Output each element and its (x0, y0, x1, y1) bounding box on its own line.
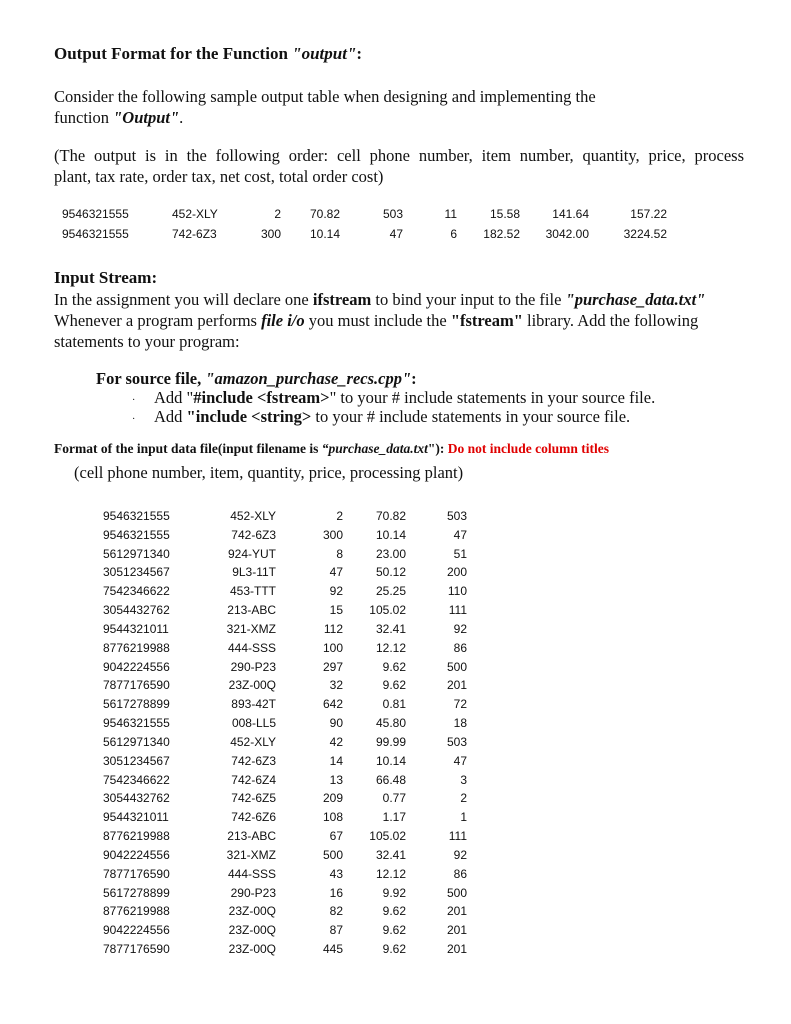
sample-quantity-cell: 300 (260, 227, 281, 241)
quantity-cell: 14 (329, 753, 343, 768)
item-cell: 321-XMZ (226, 847, 276, 862)
data-row (103, 829, 503, 847)
quantity-cell: 15 (329, 603, 343, 618)
cell-phone-cell: 7877176590 (103, 678, 170, 693)
price-cell: 32.41 (375, 621, 406, 636)
cell-phone-cell: 9546321555 (103, 527, 170, 542)
sample-cell-phone-cell: 9546321555 (62, 207, 129, 221)
cell-phone-cell: 3054432762 (103, 791, 170, 806)
cell-phone-cell: 9544321011 (103, 810, 169, 825)
cell-phone-cell: 8776219988 (103, 640, 170, 655)
bullet-1-c: " to your # include statements in your source file. (329, 388, 656, 407)
price-cell: 9.62 (382, 904, 406, 919)
quantity-cell: 32 (329, 678, 343, 693)
item-cell: 742-6Z6 (231, 810, 276, 825)
data-row (103, 848, 503, 866)
processing-plant-cell: 86 (453, 640, 467, 655)
price-cell: 9.62 (382, 678, 406, 693)
quantity-cell: 108 (322, 810, 343, 825)
source-filename: "amazon_purchase_recs.cpp" (205, 369, 412, 388)
input-line-2-c: you must include the (304, 311, 451, 330)
item-cell: 008-LL5 (231, 716, 276, 731)
input-format-label (54, 441, 609, 457)
price-cell: 0.77 (382, 791, 406, 806)
processing-plant-cell: 500 (446, 659, 467, 674)
processing-plant-cell: 92 (453, 847, 467, 862)
cell-phone-cell: 9042224556 (103, 923, 170, 938)
processing-plant-cell: 47 (453, 753, 467, 768)
sample-process-plant-cell: 503 (382, 207, 403, 221)
processing-plant-cell: 110 (447, 584, 467, 599)
processing-plant-cell: 111 (448, 829, 467, 844)
input-line-2-e: library. Add the following (522, 311, 699, 330)
price-cell: 10.14 (375, 753, 406, 768)
price-cell: 99.99 (375, 734, 406, 749)
quantity-cell: 16 (329, 885, 343, 900)
processing-plant-cell: 18 (453, 716, 467, 731)
input-filename: "purchase_data.txt" (565, 290, 706, 309)
sample-output-row (0, 227, 791, 243)
item-cell: 452-XLY (230, 734, 276, 749)
intro-function-name: "Output" (113, 108, 180, 127)
item-cell: 742-6Z5 (231, 791, 276, 806)
processing-plant-cell: 201 (446, 904, 467, 919)
quantity-cell: 67 (329, 829, 343, 844)
item-cell: 452-XLY (230, 509, 276, 523)
data-row (103, 923, 503, 941)
quantity-cell: 90 (329, 716, 343, 731)
data-row (103, 904, 503, 922)
sample-item-number-cell: 742-6Z3 (172, 227, 217, 241)
sample-price-cell: 10.14 (310, 227, 341, 241)
cell-phone-cell: 5612971340 (103, 546, 170, 561)
format-label-a: Format of the input data file(input filename is (54, 441, 322, 456)
sample-total-order-cost-cell: 3224.52 (623, 227, 667, 241)
price-cell: 105.02 (369, 829, 406, 844)
price-cell: 12.12 (375, 866, 406, 881)
intro-line-2-suffix: . (179, 108, 184, 127)
processing-plant-cell: 201 (446, 923, 467, 938)
item-cell: 893-42T (231, 697, 276, 712)
price-cell: 23.00 (375, 546, 406, 561)
cell-phone-cell: 7542346622 (103, 772, 170, 787)
include-fstream: #include <fstream> (193, 388, 330, 407)
data-row (103, 735, 503, 753)
data-row (103, 603, 503, 621)
data-row (103, 773, 503, 791)
quantity-cell: 13 (329, 772, 343, 787)
cell-phone-cell: 7877176590 (103, 942, 170, 957)
quantity-cell: 297 (322, 659, 343, 674)
order-line-1: (The output is in the following order: cell phone number, item number, quantity, price, process (54, 146, 744, 165)
price-cell: 0.81 (382, 697, 406, 712)
file-io-term: file i/o (261, 311, 305, 330)
price-cell: 70.82 (375, 509, 406, 523)
processing-plant-cell: 200 (446, 565, 467, 580)
sample-quantity-cell: 2 (274, 207, 281, 221)
source-file-label (96, 369, 417, 389)
output-format-heading (54, 44, 362, 64)
cell-phone-cell: 3054432762 (103, 603, 170, 618)
data-row (103, 791, 503, 809)
bullet-2-mark: · (132, 414, 136, 425)
bullet-2-c: to your # include statements in your source file. (311, 407, 631, 426)
price-cell: 25.25 (375, 584, 406, 599)
output-intro-paragraph (54, 86, 744, 128)
data-row (103, 716, 503, 734)
sample-price-cell: 70.82 (310, 207, 341, 221)
source-label-a: For source file, (96, 369, 206, 388)
data-row (103, 697, 503, 715)
item-cell: 924-YUT (227, 546, 276, 561)
data-row (103, 547, 503, 565)
cell-phone-cell: 9546321555 (103, 716, 170, 731)
price-cell: 9.92 (382, 885, 406, 900)
cell-phone-cell: 7542346622 (103, 584, 170, 599)
data-row (103, 678, 503, 696)
cell-phone-cell: 5612971340 (103, 734, 170, 749)
input-line-2 (54, 310, 744, 331)
quantity-cell: 47 (329, 565, 343, 580)
sample-net-cost-cell: 141.64 (552, 207, 589, 221)
processing-plant-cell: 201 (446, 678, 467, 693)
input-line-1-a: In the assignment you will declare one (54, 290, 313, 309)
processing-plant-cell: 111 (448, 603, 467, 618)
include-string: "include <string> (186, 407, 312, 426)
processing-plant-cell: 1 (460, 810, 467, 825)
output-order-paragraph (54, 145, 744, 187)
processing-plant-cell: 500 (446, 885, 467, 900)
processing-plant-cell: 2 (460, 791, 467, 806)
item-cell: 444-SSS (227, 640, 276, 655)
price-cell: 9.62 (382, 942, 406, 957)
cell-phone-cell: 9042224556 (103, 847, 170, 862)
cell-phone-cell: 3051234567 (103, 565, 170, 580)
price-cell: 45.80 (375, 716, 406, 731)
quantity-cell: 2 (336, 509, 343, 523)
price-cell: 9.62 (382, 923, 406, 938)
output-heading-function-name: "output" (292, 44, 357, 63)
processing-plant-cell: 47 (453, 527, 467, 542)
item-cell: 23Z-00Q (228, 678, 276, 693)
quantity-cell: 112 (323, 621, 343, 636)
item-cell: 742-6Z3 (231, 527, 276, 542)
price-cell: 10.14 (375, 527, 406, 542)
data-row (103, 584, 503, 602)
quantity-cell: 445 (322, 942, 343, 957)
item-cell: 23Z-00Q (228, 942, 276, 957)
source-label-c: : (411, 369, 417, 388)
cell-phone-cell: 8776219988 (103, 904, 170, 919)
item-cell: 213-ABC (227, 603, 276, 618)
data-row (103, 565, 503, 583)
cell-phone-cell: 9544321011 (103, 621, 169, 636)
ifstream-keyword: ifstream (312, 290, 372, 309)
intro-line-1: Consider the following sample output table when designing and implementing the (54, 87, 596, 106)
sample-total-order-cost-cell: 157.22 (630, 207, 667, 221)
bullet-2 (154, 407, 630, 427)
item-cell: 290-P23 (230, 885, 276, 900)
cell-phone-cell: 9042224556 (103, 659, 170, 674)
data-row (103, 754, 503, 772)
sample-tax-rate-cell: 11 (444, 207, 457, 221)
quantity-cell: 642 (322, 697, 343, 712)
quantity-cell: 92 (329, 584, 343, 599)
cell-phone-cell: 5617278899 (103, 697, 170, 712)
input-stream-heading: Input Stream: (54, 268, 158, 287)
data-row (103, 942, 503, 960)
quantity-cell: 8 (336, 546, 343, 561)
intro-line-2 (54, 107, 744, 128)
intro-line-2-prefix: function (54, 108, 114, 127)
sample-order-tax-cell: 182.52 (483, 227, 520, 241)
quantity-cell: 42 (329, 734, 343, 749)
price-cell: 1.17 (382, 810, 406, 825)
item-cell: 23Z-00Q (228, 923, 276, 938)
bullet-1-a: Add " (154, 388, 194, 407)
processing-plant-cell: 51 (453, 546, 467, 561)
item-cell: 213-ABC (227, 829, 276, 844)
quantity-cell: 209 (322, 791, 343, 806)
quantity-cell: 100 (322, 640, 343, 655)
data-row (103, 622, 503, 640)
input-line-1 (54, 289, 744, 310)
processing-plant-cell: 201 (446, 942, 467, 957)
item-cell: 321-XMZ (226, 621, 276, 636)
quantity-cell: 87 (329, 923, 343, 938)
columns-note: (cell phone number, item, quantity, price, processing plant) (74, 463, 464, 482)
cell-phone-cell: 3051234567 (103, 753, 170, 768)
quantity-cell: 300 (322, 527, 343, 542)
data-row (103, 641, 503, 659)
processing-plant-cell: 503 (446, 509, 467, 523)
bullet-1-mark: · (132, 395, 136, 406)
processing-plant-cell: 3 (460, 772, 467, 787)
item-cell: 742-6Z4 (231, 772, 276, 787)
input-line-1-c: to bind your input to the file (371, 290, 566, 309)
sample-cell-phone-cell: 9546321555 (62, 227, 129, 241)
cell-phone-cell: 8776219988 (103, 829, 170, 844)
sample-output-row (0, 207, 791, 223)
cell-phone-cell: 7877176590 (103, 866, 170, 881)
price-cell: 66.48 (375, 772, 406, 787)
processing-plant-cell: 72 (453, 697, 467, 712)
input-line-3: statements to your program: (54, 332, 240, 351)
data-row (103, 886, 503, 904)
processing-plant-cell: 86 (453, 866, 467, 881)
sample-process-plant-cell: 47 (389, 227, 403, 241)
processing-plant-cell: 92 (453, 621, 467, 636)
bullet-2-a: Add (154, 407, 187, 426)
item-cell: 453-TTT (229, 584, 276, 599)
price-cell: 12.12 (375, 640, 406, 655)
item-cell: 290-P23 (230, 659, 276, 674)
output-heading-prefix: Output Format for the Function (54, 44, 293, 63)
no-column-titles-warning: Do not include column titles (447, 441, 610, 456)
cell-phone-cell: 9546321555 (103, 509, 170, 523)
processing-plant-cell: 503 (446, 734, 467, 749)
cell-phone-cell: 5617278899 (103, 885, 170, 900)
item-cell: 742-6Z3 (231, 753, 276, 768)
input-stream-paragraph (54, 289, 744, 352)
data-row (103, 509, 503, 527)
sample-net-cost-cell: 3042.00 (545, 227, 589, 241)
output-heading-suffix: : (356, 44, 363, 63)
format-filename: “purchase_data.txt (321, 441, 428, 456)
item-cell: 23Z-00Q (228, 904, 276, 919)
price-cell: 9.62 (382, 659, 406, 674)
data-row (103, 867, 503, 885)
item-cell: 444-SSS (227, 866, 276, 881)
format-label-c: "): (427, 441, 448, 456)
price-cell: 105.02 (369, 603, 406, 618)
bullet-1 (154, 388, 655, 408)
price-cell: 50.12 (375, 565, 406, 580)
data-row (103, 528, 503, 546)
item-cell: 9L3-11T (232, 565, 276, 580)
data-row (103, 810, 503, 828)
price-cell: 32.41 (375, 847, 406, 862)
quantity-cell: 500 (322, 847, 343, 862)
input-line-2-a: Whenever a program performs (54, 311, 262, 330)
quantity-cell: 43 (329, 866, 343, 881)
quantity-cell: 82 (329, 904, 343, 919)
fstream-library: "fstream" (450, 311, 523, 330)
sample-item-number-cell: 452-XLY (172, 207, 218, 221)
sample-tax-rate-cell: 6 (450, 227, 457, 241)
data-row (103, 660, 503, 678)
order-line-2: plant, tax rate, order tax, net cost, total order cost) (54, 167, 384, 186)
sample-order-tax-cell: 15.58 (489, 207, 520, 221)
